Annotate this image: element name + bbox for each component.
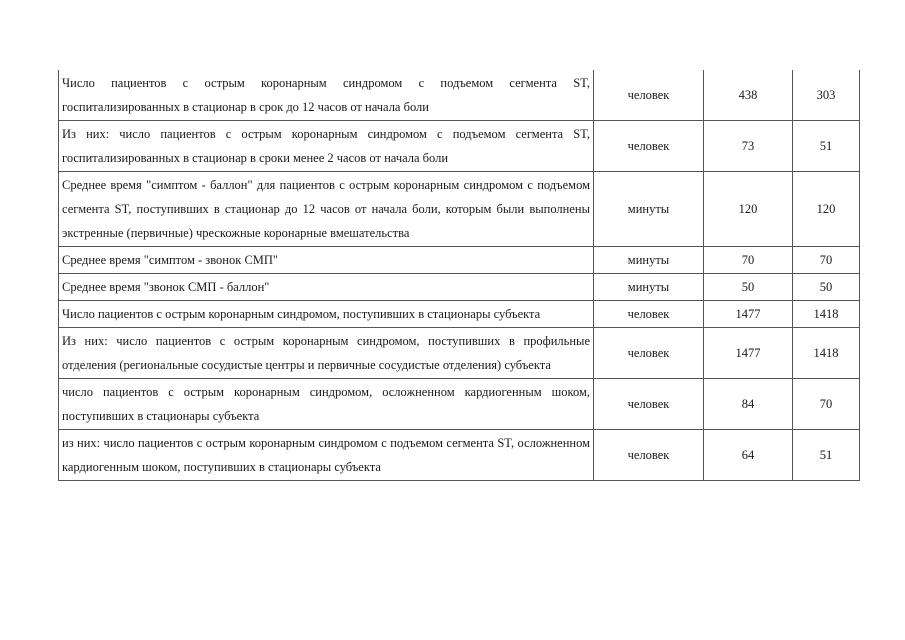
row-unit: человек [594, 70, 704, 121]
table-row [59, 328, 860, 379]
row-description: Среднее время "симптом - баллон" для пациентов с острым коронарным синдромом с подъемом сегмента ST, поступивших в стационар до 12 часов от начала боли, которым были выполнены экстренные (первичные) чрескожные коронарные вмешательства [59, 172, 594, 247]
row-unit: человек [594, 121, 704, 172]
row-value-2: 303 [793, 70, 860, 121]
row-value-2: 51 [793, 430, 860, 481]
row-description: Число пациентов с острым коронарным синдромом с подъемом сегмента ST, госпитализированных в стационар в срок до 12 часов от начала боли [59, 70, 594, 121]
row-value-1: 438 [704, 70, 793, 121]
row-unit: минуты [594, 247, 704, 274]
row-description: Число пациентов с острым коронарным синдромом, поступивших в стационары субъекта [59, 301, 594, 328]
row-value-2: 51 [793, 121, 860, 172]
row-value-1: 64 [704, 430, 793, 481]
table-row [59, 430, 860, 481]
row-description: из них: число пациентов с острым коронарным синдромом с подъемом сегмента ST, осложненном кардиогенным шоком, поступивших в стационары субъекта [59, 430, 594, 481]
table-row [59, 172, 860, 247]
row-unit: человек [594, 430, 704, 481]
row-value-1: 84 [704, 379, 793, 430]
row-description: число пациентов с острым коронарным синдромом, осложненном кардиогенным шоком, поступивших в стационары субъекта [59, 379, 594, 430]
table-row [59, 301, 860, 328]
table-row [59, 247, 860, 274]
row-description: Из них: число пациентов с острым коронарным синдромом, поступивших в профильные отделения (региональные сосудистые центры и первичные сосудистые отделения) субъекта [59, 328, 594, 379]
row-value-1: 1477 [704, 301, 793, 328]
statistics-table [58, 70, 860, 481]
table-row [59, 70, 860, 121]
table-row [59, 274, 860, 301]
row-value-2: 50 [793, 274, 860, 301]
row-value-1: 73 [704, 121, 793, 172]
row-value-2: 1418 [793, 328, 860, 379]
row-unit: минуты [594, 172, 704, 247]
row-description: Среднее время "звонок СМП - баллон" [59, 274, 594, 301]
row-value-1: 70 [704, 247, 793, 274]
row-value-1: 120 [704, 172, 793, 247]
row-description: Среднее время "симптом - звонок СМП" [59, 247, 594, 274]
table-row [59, 121, 860, 172]
row-unit: человек [594, 328, 704, 379]
row-value-2: 120 [793, 172, 860, 247]
row-unit: человек [594, 379, 704, 430]
row-value-2: 70 [793, 247, 860, 274]
row-unit: человек [594, 301, 704, 328]
row-unit: минуты [594, 274, 704, 301]
row-description: Из них: число пациентов с острым коронарным синдромом с подъемом сегмента ST, госпитализированных в стационар в сроки менее 2 часов от начала боли [59, 121, 594, 172]
row-value-2: 70 [793, 379, 860, 430]
row-value-2: 1418 [793, 301, 860, 328]
table-row [59, 379, 860, 430]
row-value-1: 1477 [704, 328, 793, 379]
row-value-1: 50 [704, 274, 793, 301]
